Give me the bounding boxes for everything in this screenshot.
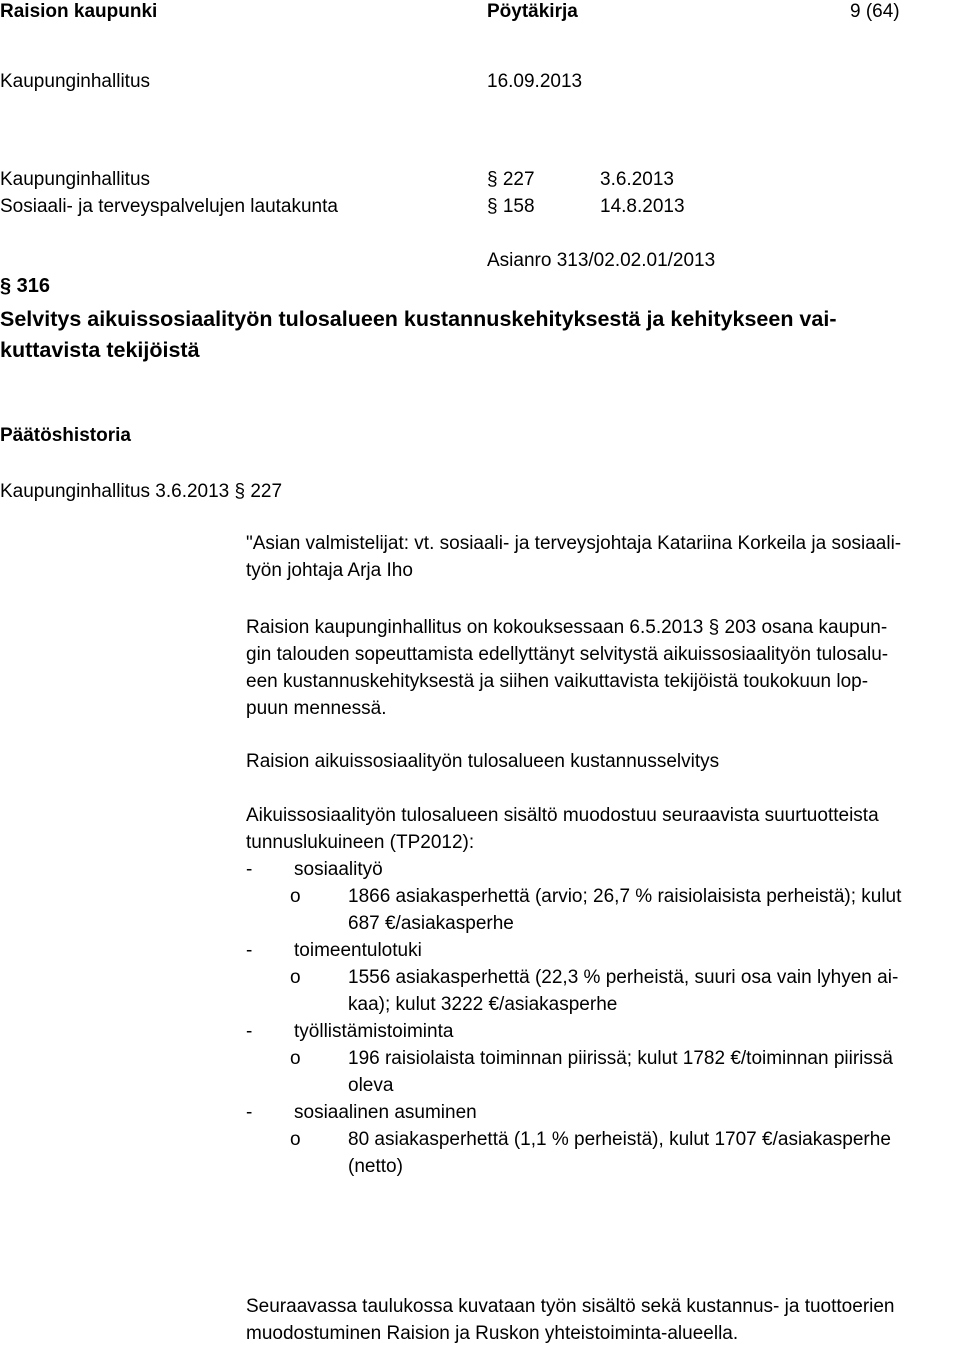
- paragraph-line: een kustannuskehityksestä ja siihen vaikuttavista tekijöistä toukokuun lop-: [246, 671, 869, 692]
- title-line: Selvitys aikuissosiaalityön tulosalueen kustannuskehityksestä ja kehitykseen vai-: [0, 307, 837, 331]
- list-item-label: sosiaalinen asuminen: [294, 1102, 477, 1123]
- section-number: § 316: [0, 275, 51, 297]
- header-date: 16.09.2013: [487, 71, 583, 92]
- subitem-line: 1556 asiakasperhettä (22,3 % perheistä, suuri osa vain lyhyen ai-: [348, 967, 899, 988]
- presenters-line: "Asian valmistelijat: vt. sosiaali- ja terveysjohtaja Katariina Korkeila ja sosiaali-: [246, 533, 902, 554]
- title-line: kuttavista tekijöistä: [0, 338, 200, 362]
- list-subitem: [246, 883, 946, 937]
- list-item: [246, 1018, 946, 1045]
- circle-bullet: o: [290, 1129, 301, 1150]
- subitem-line: (netto): [348, 1156, 403, 1177]
- subitem-line: 196 raisiolaista toiminnan piirissä; kulut 1782 €/toiminnan piirissä: [348, 1048, 893, 1069]
- paragraph-line: Raision kaupunginhallitus on kokouksessaan 6.5.2013 § 203 osana kaupun-: [246, 617, 888, 638]
- presenters: [246, 530, 946, 584]
- subheading: Raision aikuissosiaalityön tulosalueen kustannusselvitys: [246, 751, 720, 772]
- background-paragraph: [246, 614, 946, 722]
- list-item-label: sosiaalityö: [294, 859, 383, 880]
- case-number: Asianro 313/02.02.01/2013: [487, 250, 716, 271]
- intro-line: Aikuissosiaalityön tulosalueen sisältö muodostuu seuraavista suurtuotteista: [246, 805, 879, 826]
- history-entry: Kaupunginhallitus 3.6.2013 § 227: [0, 481, 283, 502]
- document-type: Pöytäkirja: [487, 1, 578, 22]
- dash-bullet: -: [246, 1102, 253, 1123]
- intro-paragraph: [246, 802, 946, 856]
- subitem-line: 1866 asiakasperhettä (arvio; 26,7 % raisiolaisista perheistä); kulut: [348, 886, 902, 907]
- dash-bullet: -: [246, 940, 253, 961]
- meeting-body: Sosiaali- ja terveyspalvelujen lautakunta: [0, 196, 338, 217]
- city-name: Raision kaupunki: [0, 1, 158, 22]
- dash-bullet: -: [246, 1021, 253, 1042]
- list-item: [246, 856, 946, 883]
- subitem-line: kaa); kulut 3222 €/asiakasperhe: [348, 994, 618, 1015]
- meeting-section: § 227: [487, 169, 535, 190]
- presenters-line: työn johtaja Arja Iho: [246, 560, 413, 581]
- circle-bullet: o: [290, 1048, 301, 1069]
- paragraph-line: gin talouden sopeuttamista edellyttänyt selvitystä aikuissosiaalityön tulosalu-: [246, 644, 889, 665]
- circle-bullet: o: [290, 967, 301, 988]
- closing-paragraph: [246, 1293, 946, 1347]
- intro-line: tunnuslukuineen (TP2012):: [246, 832, 475, 853]
- subitem-line: 80 asiakasperhettä (1,1 % perheistä), kulut 1707 €/asiakasperhe: [348, 1129, 891, 1150]
- list-item: [246, 937, 946, 964]
- product-list: [246, 856, 946, 1180]
- list-item-label: toimeentulotuki: [294, 940, 422, 961]
- list-subitem: [246, 1045, 946, 1099]
- closing-line: Seuraavassa taulukossa kuvataan työn sisältö sekä kustannus- ja tuottoerien: [246, 1296, 895, 1317]
- meeting-body: Kaupunginhallitus: [0, 169, 151, 190]
- header-body: Kaupunginhallitus: [0, 71, 151, 92]
- paragraph-line: puun mennessä.: [246, 698, 387, 719]
- meeting-date: 3.6.2013: [600, 169, 674, 190]
- subitem-line: oleva: [348, 1075, 394, 1096]
- subitem-line: 687 €/asiakasperhe: [348, 913, 514, 934]
- closing-line: muodostuminen Raision ja Ruskon yhteistoiminta-alueella.: [246, 1323, 739, 1344]
- meeting-section: § 158: [487, 196, 535, 217]
- dash-bullet: -: [246, 859, 253, 880]
- circle-bullet: o: [290, 886, 301, 907]
- page-number: 9 (64): [850, 1, 900, 22]
- list-item: [246, 1099, 946, 1126]
- history-heading: Päätöshistoria: [0, 425, 131, 446]
- list-item-label: työllistämistoiminta: [294, 1021, 454, 1042]
- meeting-date: 14.8.2013: [600, 196, 685, 217]
- list-subitem: [246, 1126, 946, 1180]
- page-title: [0, 304, 836, 366]
- list-subitem: [246, 964, 946, 1018]
